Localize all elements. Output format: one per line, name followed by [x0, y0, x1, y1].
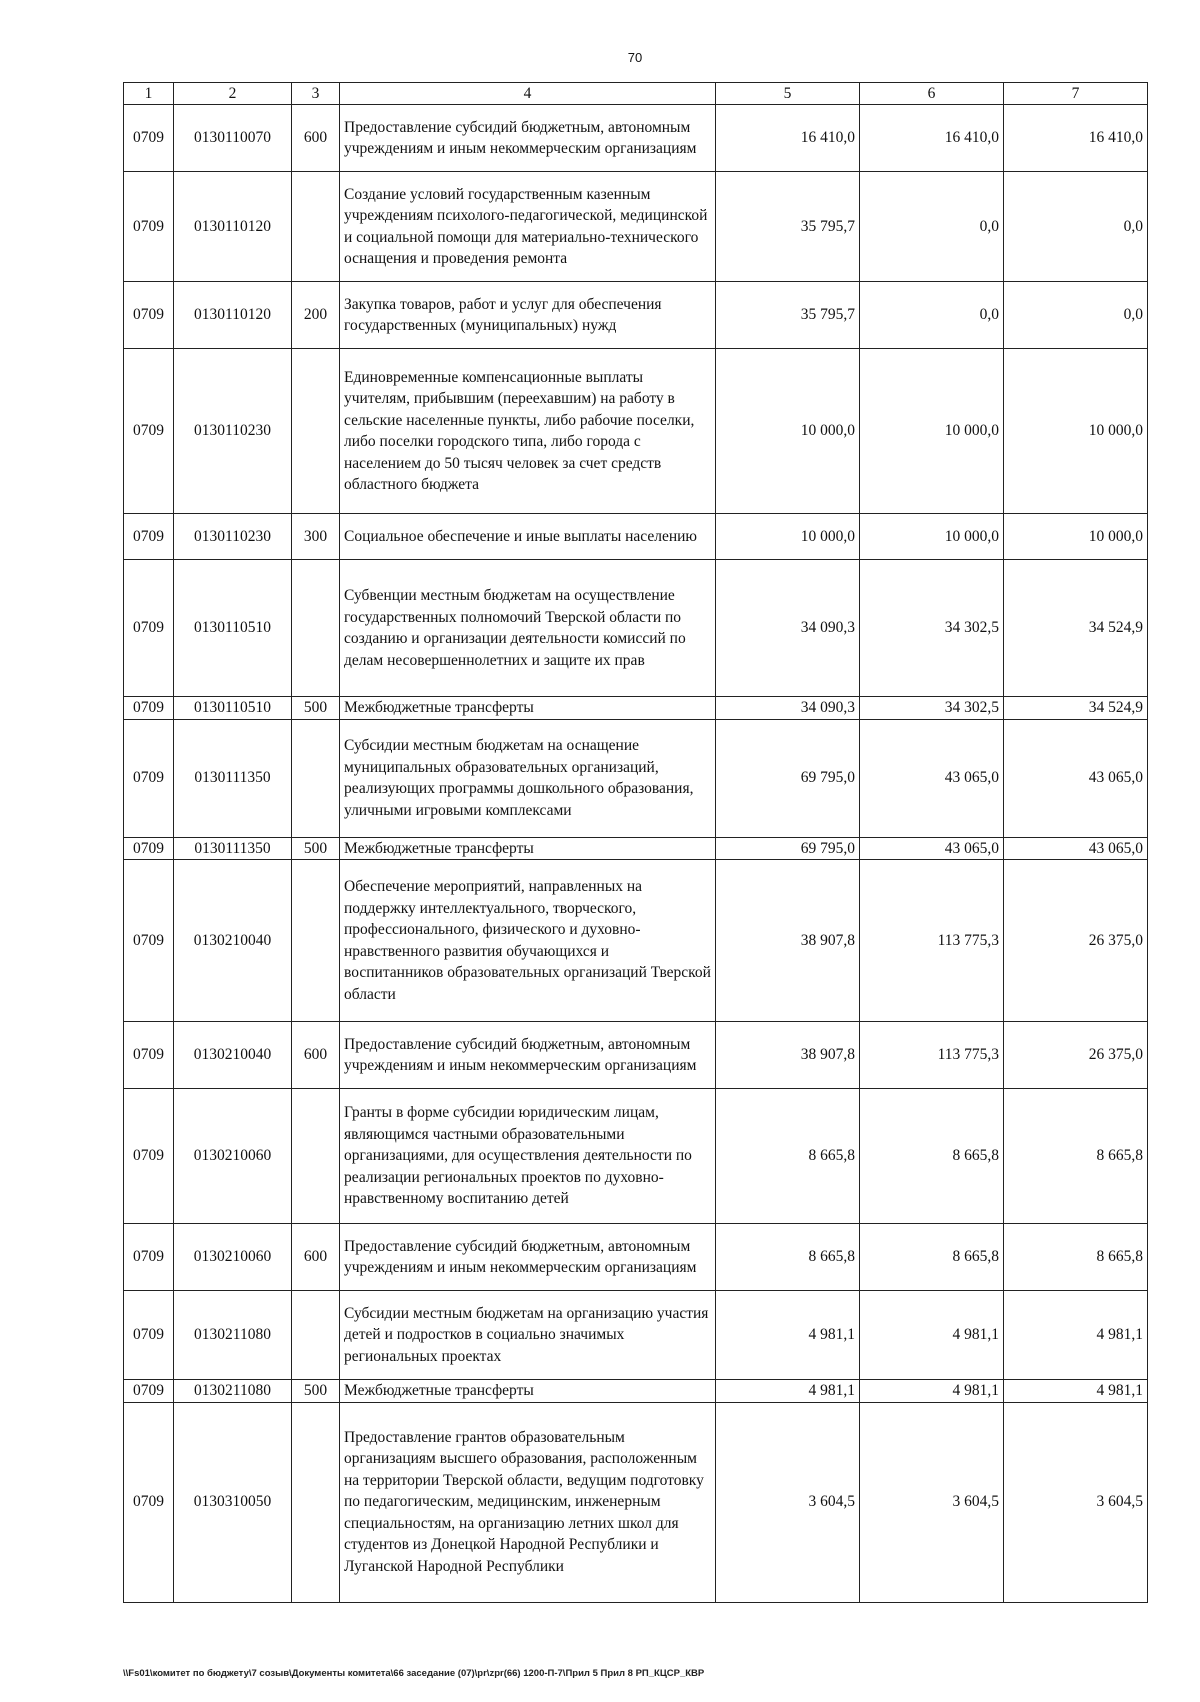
cell-expense-type [292, 172, 340, 282]
cell-amount-col5: 4 981,1 [716, 1380, 860, 1403]
cell-amount-col6: 113 775,3 [860, 860, 1004, 1022]
cell-amount-col7: 4 981,1 [1004, 1291, 1148, 1380]
table-row [124, 1380, 1148, 1403]
table-body [124, 105, 1148, 1603]
cell-amount-col5: 35 795,7 [716, 172, 860, 282]
cell-description: Субвенции местным бюджетам на осуществление государственных полномочий Тверской области по созданию и организации деятельности комиссий по делам несовершеннолетних и защите их прав [340, 560, 716, 697]
cell-target-article: 0130111350 [174, 837, 292, 860]
cell-target-article: 0130211080 [174, 1380, 292, 1403]
cell-description: Закупка товаров, работ и услуг для обеспечения государственных (муниципальных) нужд [340, 282, 716, 349]
cell-amount-col7: 16 410,0 [1004, 105, 1148, 172]
budget-table [123, 82, 1148, 1603]
cell-amount-col5: 34 090,3 [716, 560, 860, 697]
cell-expense-type [292, 1402, 340, 1602]
table-row [124, 860, 1148, 1022]
table-row [124, 172, 1148, 282]
header-col-1: 1 [124, 83, 174, 105]
header-col-2: 2 [174, 83, 292, 105]
cell-section: 0709 [124, 1224, 174, 1291]
cell-target-article: 0130210040 [174, 1022, 292, 1089]
cell-description: Субсидии местным бюджетам на организацию участия детей и подростков в социально значимых региональных проектах [340, 1291, 716, 1380]
header-row [124, 83, 1148, 105]
cell-section: 0709 [124, 560, 174, 697]
cell-target-article: 0130110510 [174, 697, 292, 720]
cell-section: 0709 [124, 1022, 174, 1089]
cell-description: Предоставление субсидий бюджетным, автономным учреждениям и иным некоммерческим организациям [340, 1224, 716, 1291]
cell-amount-col6: 43 065,0 [860, 837, 1004, 860]
table-row [124, 1224, 1148, 1291]
table-row [124, 105, 1148, 172]
cell-description: Предоставление субсидий бюджетным, автономным учреждениям и иным некоммерческим организациям [340, 1022, 716, 1089]
header-col-4: 4 [340, 83, 716, 105]
cell-target-article: 0130110230 [174, 349, 292, 514]
header-col-6: 6 [860, 83, 1004, 105]
header-col-7: 7 [1004, 83, 1148, 105]
cell-expense-type [292, 1291, 340, 1380]
cell-description: Единовременные компенсационные выплаты учителям, прибывшим (переехавшим) на работу в сельские населенные пункты, либо рабочие поселки, либо поселки городского типа, либо города с населением до 50 тысяч человек за счет средств областного бюджета [340, 349, 716, 514]
cell-amount-col7: 8 665,8 [1004, 1224, 1148, 1291]
cell-amount-col7: 34 524,9 [1004, 697, 1148, 720]
cell-amount-col5: 8 665,8 [716, 1089, 860, 1224]
header-col-5: 5 [716, 83, 860, 105]
cell-expense-type: 500 [292, 697, 340, 720]
cell-amount-col7: 34 524,9 [1004, 560, 1148, 697]
page-number: 70 [627, 50, 643, 65]
cell-expense-type [292, 560, 340, 697]
cell-amount-col5: 16 410,0 [716, 105, 860, 172]
cell-amount-col6: 0,0 [860, 172, 1004, 282]
cell-expense-type: 600 [292, 105, 340, 172]
table-row [124, 1022, 1148, 1089]
cell-expense-type: 500 [292, 1380, 340, 1403]
table-row [124, 560, 1148, 697]
cell-amount-col6: 34 302,5 [860, 697, 1004, 720]
cell-expense-type: 600 [292, 1022, 340, 1089]
cell-description: Предоставление грантов образовательным организациям высшего образования, расположенным на территории Тверской области, ведущим подготовку по педагогическим, медицинским, инженерным специальностям, на организацию летних школ для студентов из Донецкой Народной Республики и Луганской Народной Республики [340, 1402, 716, 1602]
cell-target-article: 0130110510 [174, 560, 292, 697]
cell-section: 0709 [124, 719, 174, 837]
cell-amount-col7: 26 375,0 [1004, 860, 1148, 1022]
cell-target-article: 0130111350 [174, 719, 292, 837]
cell-section: 0709 [124, 697, 174, 720]
cell-amount-col6: 43 065,0 [860, 719, 1004, 837]
cell-section: 0709 [124, 514, 174, 560]
cell-amount-col5: 38 907,8 [716, 1022, 860, 1089]
cell-description: Предоставление субсидий бюджетным, автономным учреждениям и иным некоммерческим организациям [340, 105, 716, 172]
cell-expense-type [292, 719, 340, 837]
cell-target-article: 0130210060 [174, 1089, 292, 1224]
cell-amount-col6: 34 302,5 [860, 560, 1004, 697]
cell-amount-col7: 26 375,0 [1004, 1022, 1148, 1089]
cell-section: 0709 [124, 1380, 174, 1403]
cell-section: 0709 [124, 860, 174, 1022]
cell-amount-col5: 34 090,3 [716, 697, 860, 720]
cell-expense-type [292, 349, 340, 514]
cell-amount-col7: 43 065,0 [1004, 837, 1148, 860]
cell-expense-type: 200 [292, 282, 340, 349]
cell-description: Межбюджетные трансферты [340, 837, 716, 860]
table-row [124, 514, 1148, 560]
cell-target-article: 0130110230 [174, 514, 292, 560]
cell-amount-col7: 10 000,0 [1004, 514, 1148, 560]
cell-amount-col6: 3 604,5 [860, 1402, 1004, 1602]
table-row [124, 1089, 1148, 1224]
cell-amount-col6: 10 000,0 [860, 514, 1004, 560]
cell-expense-type: 300 [292, 514, 340, 560]
cell-amount-col5: 3 604,5 [716, 1402, 860, 1602]
cell-amount-col6: 4 981,1 [860, 1380, 1004, 1403]
cell-amount-col5: 4 981,1 [716, 1291, 860, 1380]
cell-description: Субсидии местным бюджетам на оснащение муниципальных образовательных организаций, реализующих программы дошкольного образования, уличными игровыми комплексами [340, 719, 716, 837]
cell-amount-col7: 3 604,5 [1004, 1402, 1148, 1602]
cell-target-article: 0130310050 [174, 1402, 292, 1602]
cell-target-article: 0130110120 [174, 282, 292, 349]
cell-amount-col6: 8 665,8 [860, 1089, 1004, 1224]
cell-amount-col7: 0,0 [1004, 282, 1148, 349]
header-col-3: 3 [292, 83, 340, 105]
cell-description: Обеспечение мероприятий, направленных на поддержку интеллектуального, творческого, профессионального, физического и духовно-нравственного развития обучающихся и воспитанников образовательных организаций Тверской области [340, 860, 716, 1022]
cell-amount-col7: 0,0 [1004, 172, 1148, 282]
table-row [124, 697, 1148, 720]
cell-amount-col6: 10 000,0 [860, 349, 1004, 514]
table-row [124, 837, 1148, 860]
cell-amount-col5: 10 000,0 [716, 514, 860, 560]
cell-expense-type [292, 1089, 340, 1224]
cell-description: Социальное обеспечение и иные выплаты населению [340, 514, 716, 560]
cell-amount-col6: 16 410,0 [860, 105, 1004, 172]
cell-expense-type [292, 860, 340, 1022]
cell-target-article: 0130210040 [174, 860, 292, 1022]
cell-section: 0709 [124, 1089, 174, 1224]
cell-amount-col6: 4 981,1 [860, 1291, 1004, 1380]
cell-amount-col6: 113 775,3 [860, 1022, 1004, 1089]
cell-description: Межбюджетные трансферты [340, 1380, 716, 1403]
cell-amount-col7: 8 665,8 [1004, 1089, 1148, 1224]
cell-target-article: 0130110120 [174, 172, 292, 282]
cell-section: 0709 [124, 837, 174, 860]
cell-section: 0709 [124, 172, 174, 282]
table-row [124, 1402, 1148, 1602]
cell-section: 0709 [124, 1291, 174, 1380]
cell-amount-col5: 38 907,8 [716, 860, 860, 1022]
table-row [124, 282, 1148, 349]
cell-amount-col7: 4 981,1 [1004, 1380, 1148, 1403]
cell-amount-col7: 10 000,0 [1004, 349, 1148, 514]
cell-amount-col7: 43 065,0 [1004, 719, 1148, 837]
table-row [124, 719, 1148, 837]
cell-section: 0709 [124, 1402, 174, 1602]
cell-amount-col5: 8 665,8 [716, 1224, 860, 1291]
cell-section: 0709 [124, 349, 174, 514]
cell-target-article: 0130211080 [174, 1291, 292, 1380]
table-row [124, 1291, 1148, 1380]
footer-file-path: \\Fs01\комитет по бюджету\7 созыв\Документы комитета\66 заседание (07)\pr\zpr(66) 1200-П-7\Прил 5 Прил 8 РП_КЦСР_КВР [123, 1668, 705, 1679]
cell-description: Межбюджетные трансферты [340, 697, 716, 720]
cell-target-article: 0130110070 [174, 105, 292, 172]
cell-amount-col5: 69 795,0 [716, 837, 860, 860]
cell-section: 0709 [124, 282, 174, 349]
cell-section: 0709 [124, 105, 174, 172]
cell-amount-col5: 35 795,7 [716, 282, 860, 349]
cell-amount-col6: 0,0 [860, 282, 1004, 349]
cell-description: Создание условий государственным казенным учреждениям психолого-педагогической, медицинской и социальной помощи для материально-технического оснащения и проведения ремонта [340, 172, 716, 282]
cell-description: Гранты в форме субсидии юридическим лицам, являющимся частными образовательными организациями, для осуществления деятельности по реализации региональных проектов по духовно-нравственному воспитанию детей [340, 1089, 716, 1224]
cell-amount-col6: 8 665,8 [860, 1224, 1004, 1291]
cell-expense-type: 600 [292, 1224, 340, 1291]
table-row [124, 349, 1148, 514]
cell-expense-type: 500 [292, 837, 340, 860]
cell-amount-col5: 10 000,0 [716, 349, 860, 514]
cell-target-article: 0130210060 [174, 1224, 292, 1291]
cell-amount-col5: 69 795,0 [716, 719, 860, 837]
